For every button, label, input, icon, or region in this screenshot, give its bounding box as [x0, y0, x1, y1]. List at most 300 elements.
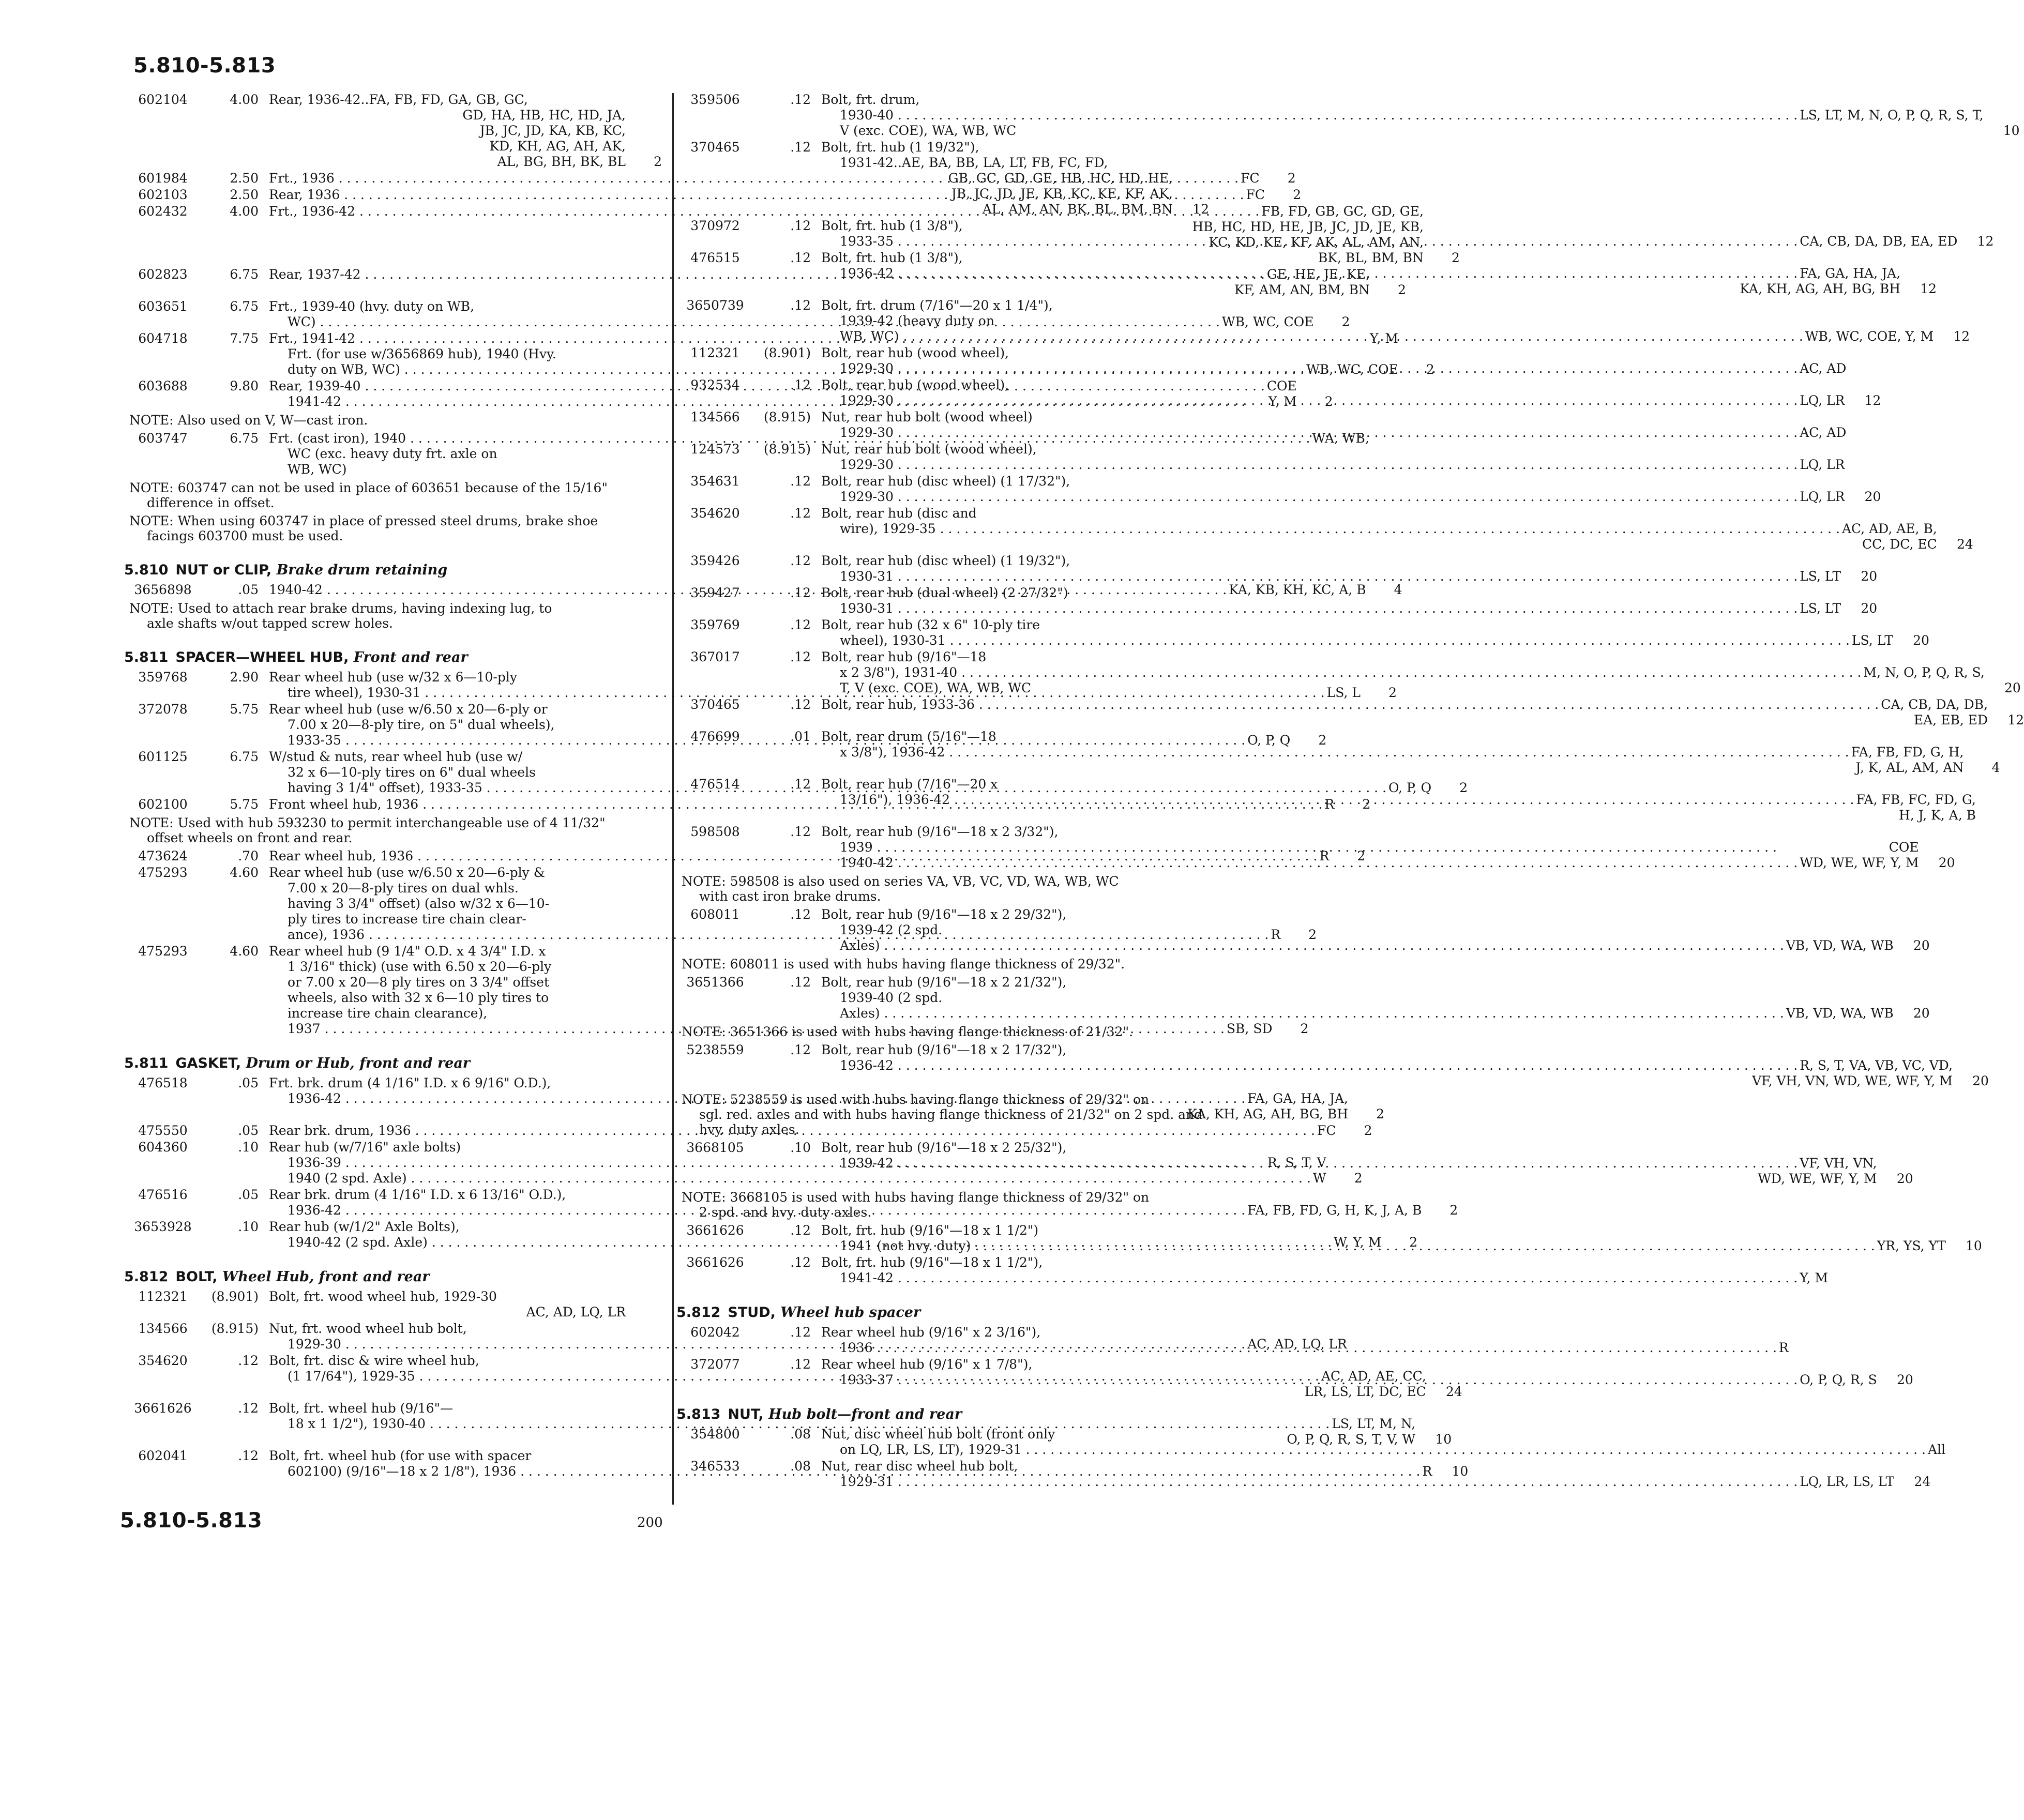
part-entry: [676, 1042, 1989, 1089]
quantity-used: 20: [2004, 680, 2021, 695]
description-text: Rear hub (w/7/16" axle bolts): [269, 1140, 461, 1155]
description-text: AC, AD, LQ, LR: [526, 1305, 626, 1320]
description-text: 1936-42 . . .: [288, 1203, 1245, 1218]
description-applies-to: O, P, Q: [1247, 733, 1291, 748]
description-line: [821, 990, 1894, 1006]
part-description: [821, 907, 1894, 953]
description-text: GD, HA, HB, HC, HD, JA,: [462, 108, 626, 123]
description-line: [821, 922, 1894, 938]
description-text: EA, EB, ED: [1914, 712, 1988, 727]
note-continuation: facings 603700 must be used.: [147, 528, 343, 543]
part-number: 3651366: [686, 975, 744, 990]
note: [682, 1190, 1209, 1220]
part-number: 3661626: [686, 1255, 744, 1270]
description-text: Bolt, rear hub (9/16"—18 x 2 17/32"),: [821, 1042, 1067, 1057]
part-price: .12: [790, 377, 811, 392]
description-line: [821, 1171, 1877, 1187]
description-line: [821, 1372, 1877, 1388]
description-text: JB, JC, JD, KA, KB, KC,: [479, 123, 626, 138]
description-line: [821, 824, 1919, 840]
description-applies-to: SB, SD: [1226, 1021, 1273, 1036]
part-number: 476514: [690, 777, 740, 792]
part-price: .70: [238, 848, 259, 863]
description-text: WC) . . .: [288, 314, 1220, 330]
note: [129, 513, 662, 543]
description-text: Frt. brk. drum (4 1/16" I.D. x 6 9/16" O.D.),: [269, 1075, 551, 1090]
part-price: (8.901): [763, 345, 811, 360]
part-entry: [124, 92, 662, 170]
part-number: 476699: [690, 729, 740, 744]
note-text: NOTE: Used with hub 593230 to permit interchangeable use of 4 11/32": [129, 815, 606, 830]
quantity-used: 10: [2003, 123, 2020, 138]
section-subtitle: Front and rear: [353, 649, 468, 665]
description-text: Bolt, rear hub (disc wheel) (1 17/32"),: [821, 474, 1070, 489]
part-price: .12: [790, 975, 811, 990]
description-applies-to: WB, WC, COE, Y, M: [1805, 329, 1934, 344]
description-applies-to: LS, LT: [1800, 601, 1841, 616]
quantity-column: [1877, 1171, 1913, 1187]
description-text: T, V (exc. COE), WA, WB, WC: [840, 680, 1032, 695]
section-subtitle: Drum or Hub, front and rear: [246, 1055, 471, 1071]
description-applies-to: WB, WC, COE: [1221, 314, 1314, 329]
section-number: 5.812: [124, 1269, 169, 1285]
description-text: Rear wheel hub (9 1/4" O.D. x 4 3/4" I.D. x: [269, 944, 546, 959]
quantity-used: 10: [1435, 1432, 1452, 1447]
part-entry: [676, 506, 1973, 552]
part-price: .12: [790, 777, 811, 792]
quantity-column: [1845, 489, 1881, 505]
part-number: 112321: [138, 1289, 188, 1304]
description-line: [821, 234, 1957, 249]
part-description: [821, 345, 1846, 376]
part-description: [821, 1042, 1953, 1089]
part-number: 370465: [690, 697, 740, 712]
description-text: WD, WE, WF, Y, M: [1758, 1171, 1877, 1186]
note-text: NOTE: Also used on V, W—cast iron.: [129, 413, 368, 428]
part-price: 4.60: [230, 865, 259, 880]
description-text: 1931-42..AE, BA, BB, LA, LT, FB, FC, FD,: [840, 155, 1108, 170]
description-applies-to: KA, KB, KH, KC, A, B: [1229, 582, 1366, 597]
description-line: [821, 1156, 1877, 1171]
description-text: 32 x 6—10-ply tires on 6" dual wheels: [288, 765, 536, 780]
quantity-used: 24: [1914, 1474, 1931, 1489]
description-text: increase tire chain clearance),: [288, 1006, 488, 1021]
description-text: Bolt, rear drum (5/16"—18: [821, 729, 996, 744]
part-number: 602041: [138, 1448, 188, 1463]
part-number: 372078: [138, 702, 188, 717]
description-line: [821, 1357, 1877, 1372]
part-price: (8.915): [211, 1321, 259, 1336]
description-line: [821, 569, 1841, 584]
part-number: 370972: [690, 218, 740, 233]
description-text: Nut, disc wheel hub bolt (front only: [821, 1427, 1055, 1442]
description-applies-to: COE: [1266, 378, 1297, 393]
description-applies-to: FC: [1317, 1123, 1336, 1138]
quantity-column: [1877, 1372, 1913, 1388]
description-text: Bolt, frt. hub (1 3/8"),: [821, 218, 963, 233]
description-line: [821, 345, 1846, 361]
part-price: .10: [790, 1140, 811, 1155]
part-number: 602432: [138, 204, 188, 219]
part-price: .12: [790, 1357, 811, 1372]
description-line: [821, 1058, 1953, 1073]
description-line: [269, 1305, 626, 1320]
description-line: [821, 777, 1976, 792]
description-text: Front wheel hub, 1936 . . .: [269, 797, 1323, 812]
description-text: WC (exc. heavy duty frt. axle on: [288, 446, 497, 461]
description-line: [821, 202, 1173, 217]
part-number: 124573: [690, 442, 740, 457]
note: [129, 480, 662, 510]
part-price: .10: [238, 1219, 259, 1234]
quantity-used: 10: [1452, 1464, 1469, 1479]
description-line: [821, 1140, 1877, 1156]
quantity-used: 20: [1972, 1073, 1989, 1088]
description-line: [821, 1325, 1789, 1340]
quantity-used: 2: [1341, 314, 1350, 329]
section-heading: [124, 562, 662, 578]
description-text: 1939 . . .: [840, 840, 1887, 855]
part-price: 4.60: [230, 944, 259, 959]
part-description: [821, 1459, 1894, 1490]
quantity-used: 12: [1920, 281, 1937, 296]
description-text: WB, WC) . . .: [840, 329, 1803, 344]
description-line: [821, 361, 1846, 376]
description-text: x 2 3/8"), 1931-40 . . .: [840, 665, 1861, 680]
description-applies-to: CA, CB, DA, DB, EA, ED: [1800, 234, 1958, 249]
description-text: 1939-40 (2 spd.: [840, 990, 943, 1005]
part-description: [821, 377, 1845, 408]
quantity-column: [1934, 329, 1970, 344]
section-title: NUT,: [728, 1406, 769, 1422]
part-number: 3650739: [686, 298, 744, 313]
part-number: 359427: [690, 585, 740, 600]
description-line: [821, 840, 1919, 855]
quantity-used: 20: [1938, 855, 1955, 870]
quantity-used: 12: [1864, 393, 1881, 408]
note-continuation: 2 spd. and hvy. duty axles.: [699, 1205, 872, 1220]
description-line: [821, 1474, 1894, 1490]
part-number: 5238559: [686, 1042, 744, 1057]
quantity-used: 2: [1449, 1203, 1458, 1218]
quantity-used: 2: [1300, 1021, 1309, 1036]
description-text: 1930-40 . . .: [840, 108, 1798, 123]
quantity-used: 2: [1409, 1235, 1418, 1250]
part-entry: [676, 298, 1970, 344]
description-applies-to: LQ, LR: [1800, 393, 1845, 408]
note-text: NOTE: 603747 can not be used in place of 603651 because of the 15/16": [129, 480, 608, 495]
description-text: Axles) . . .: [840, 938, 1784, 953]
part-number: 476518: [138, 1075, 188, 1090]
description-text: 1929-30 . . .: [840, 457, 1798, 473]
part-price: (8.901): [211, 1289, 259, 1304]
part-price: .12: [238, 1448, 259, 1463]
description-text: VF, VH, VN, WD, WE, WF, Y, M: [1752, 1073, 1953, 1088]
quantity-used: 2: [1398, 282, 1406, 297]
note-continuation: with cast iron brake drums.: [699, 889, 881, 904]
description-text: 1939-42 (heavy duty on: [840, 313, 994, 328]
quantity-used: 2: [654, 154, 662, 169]
part-number: 354800: [690, 1427, 740, 1442]
part-price: .12: [790, 298, 811, 313]
part-number: 346533: [690, 1459, 740, 1474]
quantity-column: [1963, 760, 2000, 776]
part-number: 932534: [690, 377, 740, 392]
quantity-used: 20: [1913, 938, 1930, 953]
section-heading: [124, 1269, 662, 1285]
description-text: Bolt, frt. hub (9/16"—18 x 1 1/2"): [821, 1223, 1039, 1238]
description-applies-to: FA, GA, HA, JA,: [1800, 266, 1900, 281]
description-line: [821, 410, 1846, 425]
description-line: [821, 140, 1173, 155]
description-text: 1937 . . .: [288, 1021, 1225, 1037]
part-price: .12: [790, 218, 811, 233]
description-text: 1941 (not hvy. duty) . . .: [840, 1238, 1875, 1254]
description-text: Frt., 1941-42 . . .: [269, 331, 1368, 346]
quantity-column: [1893, 633, 1929, 648]
part-entry: [676, 474, 1881, 505]
description-applies-to: R: [1271, 927, 1281, 942]
description-line: [821, 1238, 1946, 1254]
description-applies-to: AC, AD, AE, B,: [1841, 521, 1937, 536]
quantity-used: 20: [1896, 1171, 1913, 1186]
part-entry: [676, 975, 1930, 1021]
part-number: 601125: [138, 749, 188, 764]
description-text: Bolt, rear hub (32 x 6" 10-ply tire: [821, 617, 1040, 632]
description-applies-to: VF, VH, VN,: [1800, 1156, 1877, 1171]
part-number: 354620: [690, 506, 740, 521]
section-title: STUD,: [728, 1305, 781, 1321]
quantity-used: 2: [1376, 1106, 1384, 1121]
quantity-column: [1841, 569, 1877, 584]
description-line: [821, 745, 1963, 760]
part-description: [269, 92, 626, 170]
quantity-used: 2: [1452, 250, 1460, 265]
part-entry: [676, 824, 1955, 871]
part-price: .12: [790, 553, 811, 568]
description-text: 1940-42 . . .: [269, 582, 1227, 598]
description-text: Bolt, frt. wheel hub (for use with spacer: [269, 1448, 532, 1463]
description-line: [269, 154, 626, 170]
note-continuation: offset wheels on front and rear.: [147, 830, 353, 845]
part-description: [821, 250, 1900, 297]
description-text: 1930-31 . . .: [840, 569, 1798, 584]
quantity-used: 2: [1318, 733, 1327, 748]
description-line: [821, 108, 1984, 123]
note-text: NOTE: When using 603747 in place of pressed steel drums, brake shoe: [129, 513, 598, 528]
part-price: 6.75: [230, 749, 259, 764]
description-text: Bolt, frt. hub (1 19/32"),: [821, 140, 979, 155]
quantity-used: 20: [1913, 1006, 1930, 1021]
description-applies-to: AC, AD, AE, CC,: [1321, 1369, 1426, 1384]
description-applies-to: O, P, Q, R, S: [1800, 1372, 1877, 1387]
description-text: Bolt, rear hub, 1933-36 . . .: [821, 697, 1879, 712]
section-subtitle: Wheel hub spacer: [780, 1305, 921, 1321]
part-price: 6.75: [230, 267, 259, 282]
part-number: 367017: [690, 649, 740, 664]
description-applies-to: FA, FB, FC, FD, G,: [1856, 792, 1976, 807]
description-text: Bolt, frt. drum (7/16"—20 x 1 1/4"),: [821, 298, 1053, 313]
description-line: [821, 680, 1985, 696]
quantity-column: [1173, 202, 1209, 217]
quantity-column: [1894, 1474, 1930, 1490]
description-text: Rear wheel hub (use w/6.50 x 20—6-ply &: [269, 865, 545, 880]
description-text: Rear wheel hub, 1936 . . .: [269, 848, 1317, 864]
part-number: 473624: [138, 848, 188, 863]
description-text: 1940 (2 spd. Axle) . . .: [288, 1171, 1311, 1186]
note-text: NOTE: Used to attach rear brake drums, having indexing lug, to: [129, 601, 552, 616]
description-line: [269, 123, 626, 139]
description-text: Frt. (cast iron), 1940 . . .: [269, 431, 1310, 446]
part-description: [821, 474, 1845, 505]
part-price: 2.50: [230, 187, 259, 202]
section-subtitle: Hub bolt—front and rear: [768, 1406, 962, 1422]
description-text: KA, KH, AG, AH, BG, BH: [1740, 281, 1900, 296]
part-number: 475293: [138, 865, 188, 880]
part-description: [821, 218, 1957, 249]
description-line: [821, 521, 1937, 537]
description-text: Frt., 1939-40 (hvy. duty on WB,: [269, 299, 475, 314]
part-price: .12: [790, 1042, 811, 1057]
quantity-used: 2: [1357, 848, 1366, 863]
part-price: 4.00: [230, 92, 259, 107]
description-applies-to: VB, VD, WA, WB: [1786, 938, 1894, 953]
section-heading: [676, 1305, 1209, 1321]
quantity-used: 2: [1308, 927, 1317, 942]
description-text: 1929-30 . . .: [288, 1337, 1245, 1352]
description-text: AL, BG, BH, BK, BL: [497, 154, 626, 169]
part-description: [821, 442, 1845, 473]
part-price: 4.00: [230, 204, 259, 219]
description-text: Frt. (for use w/3656869 hub), 1940 (Hvy.: [288, 346, 556, 361]
note-text: NOTE: 598508 is also used on series VA, VB, VC, VD, WA, WB, WC: [682, 874, 1119, 889]
description-text: KC, KD, KE, KF, AK, AL, AM, AN,: [1209, 235, 1424, 250]
part-description: [821, 140, 1173, 217]
part-number: 3661626: [134, 1401, 192, 1416]
section-title: BOLT,: [175, 1269, 222, 1285]
description-line: [821, 649, 1985, 665]
part-number: 476516: [138, 1187, 188, 1202]
section-heading: [124, 1055, 662, 1071]
description-applies-to: LQ, LR: [1800, 489, 1845, 504]
description-text: 1940-42 (2 spd. Axle) . . .: [288, 1235, 1332, 1250]
part-price: .12: [790, 1255, 811, 1270]
part-price: .12: [790, 1223, 811, 1238]
quantity-column: [1422, 1203, 1458, 1218]
description-text: Bolt, rear hub (9/16"—18 x 2 25/32"),: [821, 1140, 1067, 1155]
section-number: 5.811: [124, 1055, 169, 1071]
description-text: Rear wheel hub (use w/6.50 x 20—6-ply or: [269, 702, 548, 717]
description-text: 7.00 x 20—8-ply tires on dual whls.: [288, 881, 519, 896]
quantity-column: [1348, 1106, 1384, 1122]
note: [682, 957, 1209, 972]
quantity-column: [1272, 1021, 1308, 1037]
part-number: 601984: [138, 171, 188, 186]
description-line: [821, 329, 1934, 344]
quantity-used: 2: [1362, 797, 1371, 812]
description-applies-to: LQ, LR: [1800, 457, 1845, 472]
description-applies-to: CA, CB, DA, DB,: [1881, 697, 1988, 712]
quantity-used: 2: [1459, 780, 1468, 795]
description-text: 1936 . . .: [840, 1340, 1777, 1356]
description-text: 1933-35 . . .: [288, 733, 1245, 748]
part-number: 359768: [138, 670, 188, 685]
part-entry: [676, 140, 1209, 217]
description-line: [821, 155, 1173, 171]
description-text: H, J, K, A, B: [1898, 808, 1976, 823]
quantity-column: [1946, 1238, 1982, 1254]
description-text: Rear, 1937-42 . . .: [269, 267, 1265, 282]
quantity-column: [1988, 712, 2024, 728]
part-description: [821, 92, 1984, 139]
description-applies-to: W, Y, M: [1334, 1235, 1382, 1250]
description-line: [821, 1042, 1953, 1058]
description-line: [821, 377, 1845, 393]
part-number: 359426: [690, 553, 740, 568]
part-number: 3653928: [134, 1219, 192, 1234]
description-line: [821, 506, 1937, 521]
part-number: 359506: [690, 92, 740, 107]
quantity-used: 12: [1192, 202, 1209, 217]
note-text: NOTE: 608011 is used with hubs having flange thickness of 29/32".: [682, 957, 1125, 972]
description-text: CC, DC, EC: [1862, 537, 1937, 552]
part-description: [821, 617, 1893, 648]
part-number: 604718: [138, 331, 188, 346]
description-text: J, K, AL, AM, AN: [1855, 760, 1964, 775]
part-price: 6.75: [230, 299, 259, 314]
section-title: GASKET,: [175, 1055, 246, 1071]
part-number: 112321: [690, 345, 740, 360]
description-text: Bolt, rear hub (wood wheel),: [821, 377, 1009, 392]
description-text: Rear, 1936-42..FA, FB, FD, GA, GB, GC,: [269, 92, 528, 107]
part-number: 602104: [138, 92, 188, 107]
quantity-column: [1937, 537, 1973, 552]
part-description: [821, 697, 1988, 728]
description-text: 13/16"), 1936-42 . . .: [840, 792, 1854, 808]
description-line: [821, 633, 1893, 648]
description-text: 1930-31 . . .: [840, 601, 1798, 616]
note-continuation: difference in offset.: [147, 495, 275, 510]
description-line: [821, 457, 1845, 473]
section-heading: [676, 1406, 1209, 1422]
part-price: .05: [238, 1075, 259, 1090]
description-line: [821, 665, 1985, 680]
description-text: wheel), 1930-31 . . .: [840, 633, 1850, 648]
note-continuation: sgl. red. axles and with hubs having flange thickness of 21/32" on 2 spd. and hvy. duty axles.: [699, 1107, 1203, 1137]
note-text: NOTE: 5238559 is used with hubs having flange thickness of 29/32" on: [682, 1092, 1150, 1107]
part-price: .05: [238, 1123, 259, 1138]
description-line: [821, 617, 1893, 633]
description-text: wire), 1929-35 . . .: [840, 521, 1840, 537]
description-line: [821, 855, 1919, 871]
note: [682, 1024, 1209, 1039]
part-price: .12: [238, 1353, 259, 1368]
description-applies-to: O, P, Q: [1388, 780, 1432, 795]
part-entry: [124, 1123, 1372, 1139]
description-applies-to: R: [1319, 848, 1330, 863]
quantity-used: 2: [1388, 685, 1397, 700]
part-description: [821, 1223, 1946, 1254]
description-text: LR, LS, LT, DC, EC: [1304, 1384, 1426, 1399]
description-text: 1929-30 . . .: [840, 489, 1798, 505]
description-text: 1939-42 . . .: [840, 1156, 1798, 1171]
part-price: 5.75: [230, 702, 259, 717]
part-number: 475293: [138, 944, 188, 959]
description-line: [821, 712, 1988, 728]
description-text: ply tires to increase tire chain clear-: [288, 912, 526, 927]
description-line: [269, 139, 626, 154]
note-text: NOTE: 3668105 is used with hubs having flange thickness of 29/32" on: [682, 1190, 1150, 1205]
